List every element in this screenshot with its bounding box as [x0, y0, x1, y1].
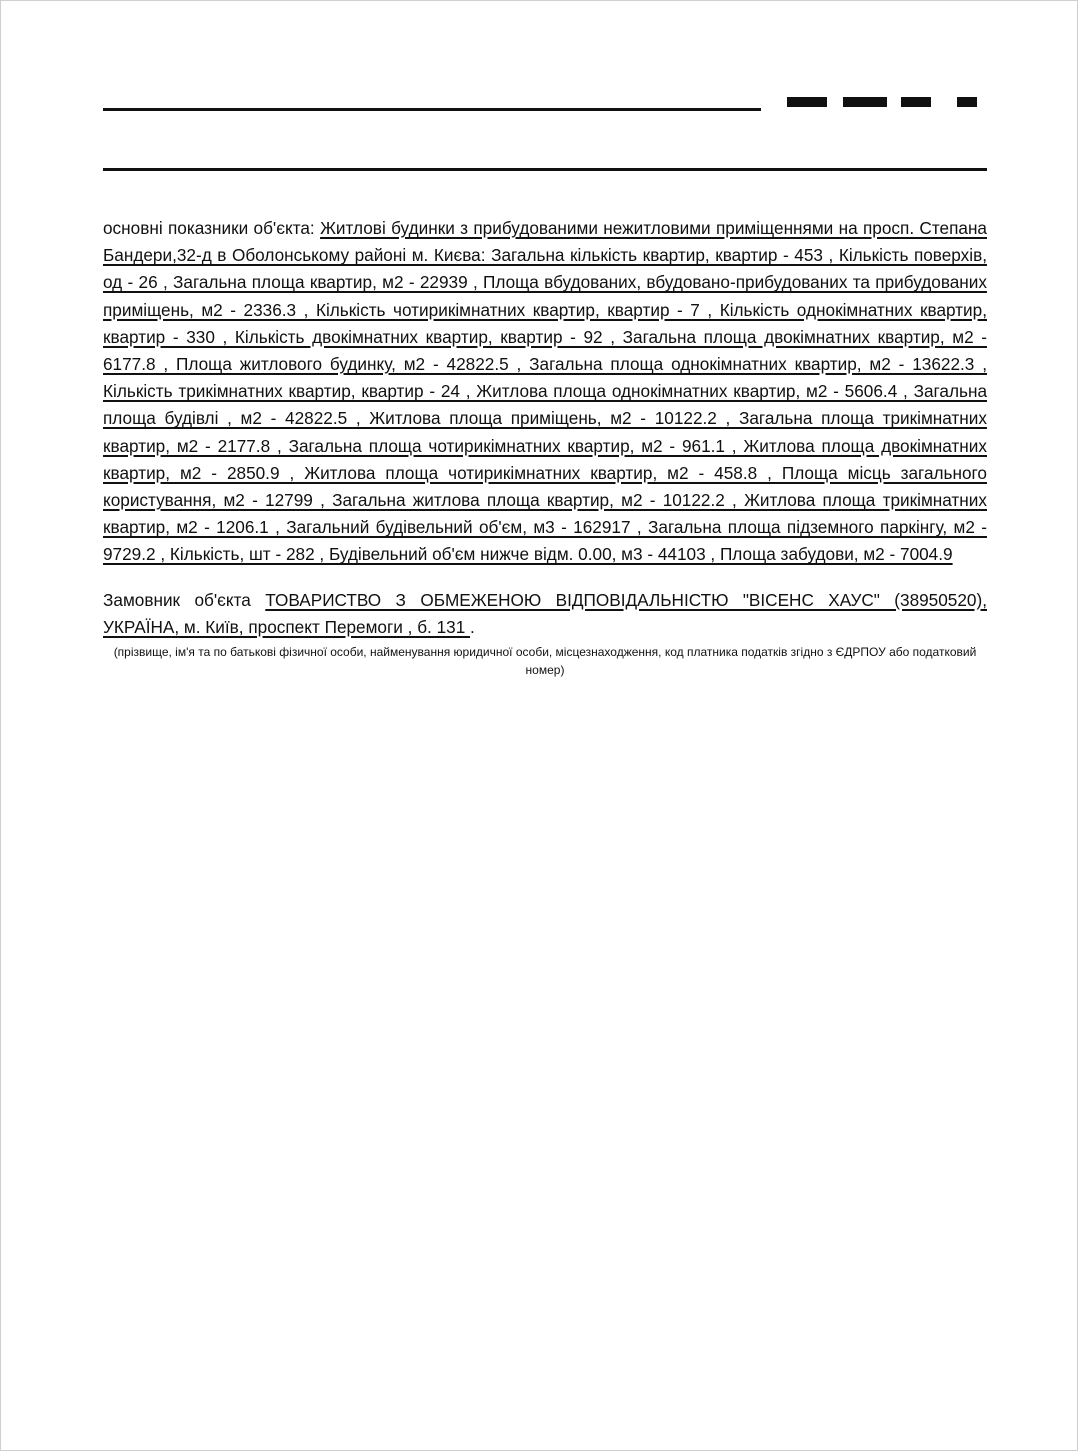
indicators-label: основні показники об'єкта:: [103, 218, 315, 238]
stamp-fragment: [761, 97, 987, 115]
customer-end: .: [470, 616, 475, 637]
object-indicators: [103, 215, 987, 569]
customer-caption: (прізвище, ім'я та по батькові фізичної особи, найменування юридичної особи, місцезнаходження, код платника податків згідно з ЄДРПОУ або податковий номер): [113, 645, 977, 678]
document-content: [103, 215, 987, 679]
customer-value: ТОВАРИСТВО З ОБМЕЖЕНОЮ ВІДПОВІДАЛЬНІСТЮ "ВІСЕНС ХАУС" (38950520), УКРАЇНА, м. Київ, проспект Перемоги , б. 131: [103, 589, 987, 637]
indicators-value: Житлові будинки з прибудованими нежитловими приміщеннями на просп. Степана Бандери,32-д в Оболонському районі м. Києва: Загальна кількість квартир, квартир - 453 , Кількість поверхів, од - 26 , Загальна площа квартир, м2 - 22939 , Площа вбудованих, вбудовано-прибудованих та прибудованих приміщень, м2 - 2336.3 , Кількість чотирикімнатних квартир, квартир - 7 , Кількість однокімнатних квартир, квартир - 330 , Кількість двокімнатних квартир, квартир - 92 , Загальна площа двокімнатних квартир, м2 - 6177.8 , Площа житлового будинку, м2 - 42822.5 , Загальна площа однокімнатних квартир, м2 - 13622.3 , Кількість трикімнатних квартир, квартир - 24 , Житлова площа однокімнатних квартир, м2 - 5606.4 , Загальна площа будівлі , м2 - 42822.5 , Житлова площа приміщень, м2 - 10122.2 , Загальна площа трикімнатних квартир, м2 - 2177.8 , Загальна площа чотирикімнатних квартир, м2 - 961.1 , Житлова площа двокімнатних квартир, м2 - 2850.9 , Житлова площа чотирикімнатних квартир, м2 - 458.8 , Площа місць загального користування, м2 - 12799 , Загальна житлова площа квартир, м2 - 10122.2 , Житлова площа трикімнатних квартир, м2 - 1206.1 , Загальний будівельний об'єм, м3 - 162917 , Загальна площа підземного паркінгу, м2 - 9729.2 , Кількість, шт - 282 , Будівельний об'єм нижче відм. 0.00, м3 - 44103 , Площа забудови, м2 - 7004.9: [103, 218, 987, 565]
object-customer: [103, 587, 987, 641]
customer-label: Замовник об'єкта: [103, 589, 251, 610]
second-rule: [103, 168, 987, 171]
